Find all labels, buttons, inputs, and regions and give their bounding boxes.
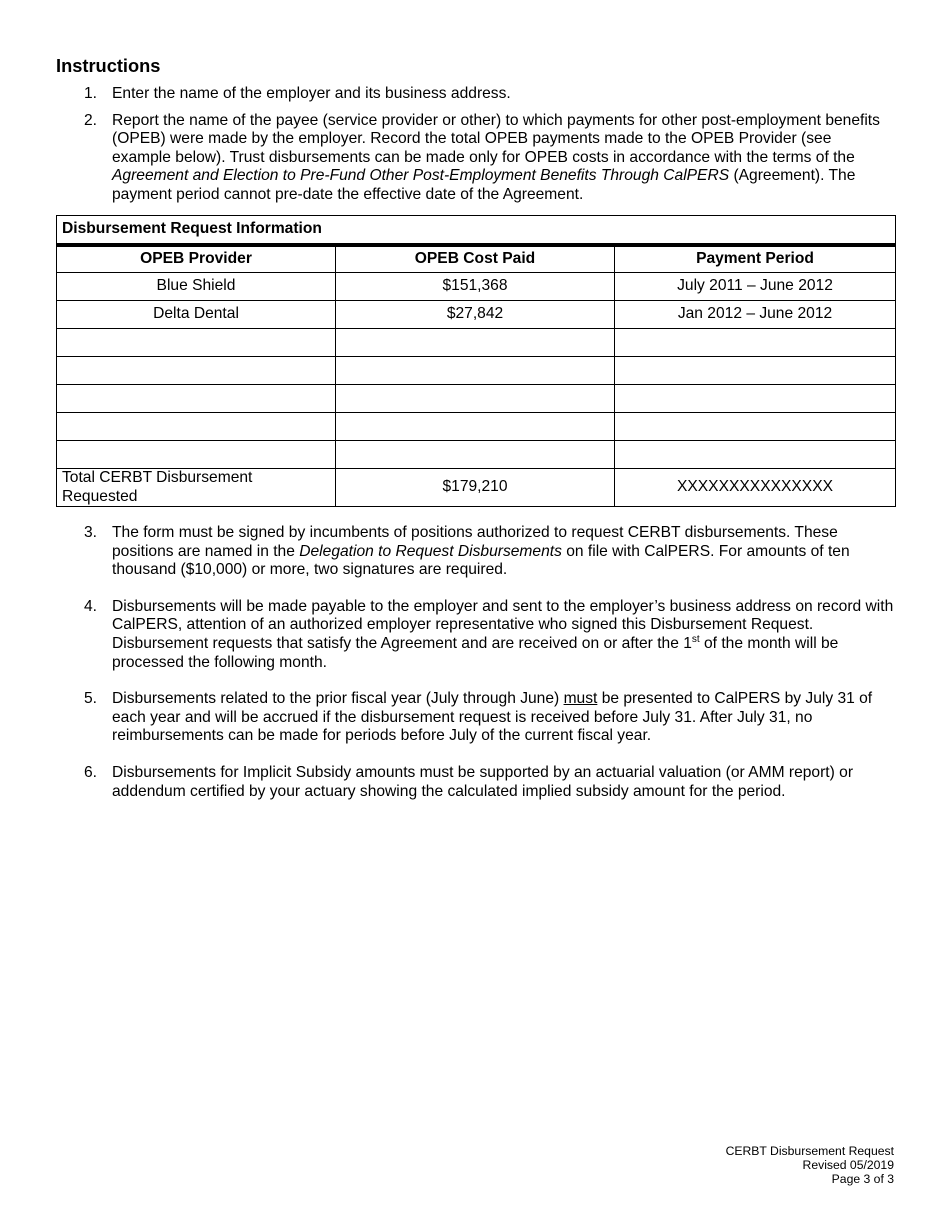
instruction-item-6: [0, 764, 950, 801]
period-cell: [615, 413, 896, 441]
item-text: Disbursements related to the prior fiscal year (July through June): [112, 690, 564, 708]
table-row: [57, 441, 896, 469]
header-opeb-cost-paid: OPEB Cost Paid: [336, 245, 615, 273]
footer-page-number: Page 3 of 3: [831, 1172, 894, 1186]
disbursement-table: [56, 215, 896, 507]
delegation-title: Delegation to Request Disbursements: [299, 542, 562, 560]
table-row: [57, 385, 896, 413]
emphasis-must: must: [563, 690, 598, 708]
table-row: [57, 329, 896, 357]
period-cell: [615, 385, 896, 413]
provider-cell: [57, 357, 336, 385]
item-text-end: be presented to CalPERS by July 31 of each year and will be accrued if the disbursement request is received before July 31. After July 31, no reimbursements can be made for periods before July of the current fiscal year.: [112, 690, 873, 745]
footer-revised: Revised 05/2019: [802, 1158, 894, 1172]
period-cell: Jan 2012 – June 2012: [615, 301, 896, 329]
ordinal-suffix: st: [691, 633, 700, 645]
provider-cell: Blue Shield: [57, 273, 336, 301]
instructions-list-continued: [0, 524, 950, 819]
item-number: 1.: [84, 85, 98, 102]
instruction-item-2: [0, 112, 950, 205]
instructions-heading: Instructions: [56, 55, 161, 76]
header-opeb-provider: OPEB Provider: [57, 245, 336, 273]
item-text-end: (Agreement). The payment period cannot pre-date the effective date of the Agreement.: [112, 167, 856, 203]
page-footer: [726, 1144, 894, 1186]
provider-cell: [57, 385, 336, 413]
item-text: Disbursements will be made payable to the employer and sent to the employer’s business address on record with CalPERS, attention of an authorized employer representative who signed this Disbursement Request. Disbursement requests that satisfy the Agreement and are received on or after the 1: [112, 597, 894, 652]
item-text: The form must be signed by incumbents of positions authorized to request CERBT disbursements. These positions are named in the: [112, 524, 838, 560]
provider-cell: [57, 441, 336, 469]
table-total-row: [57, 469, 896, 507]
cost-cell: [336, 413, 615, 441]
cost-cell: [336, 385, 615, 413]
total-label: Total CERBT Disbursement Requested: [57, 469, 336, 507]
table-row: [57, 357, 896, 385]
cost-cell: [336, 357, 615, 385]
table-title: Disbursement Request Information: [57, 216, 896, 245]
period-cell: [615, 329, 896, 357]
cost-cell: $27,842: [336, 301, 615, 329]
header-payment-period: Payment Period: [615, 245, 896, 273]
footer-form-name: CERBT Disbursement Request: [725, 1144, 894, 1158]
item-text-end: on file with CalPERS. For amounts of ten thousand ($10,000) or more, two signatures are required.: [112, 542, 850, 579]
period-cell: [615, 357, 896, 385]
instruction-item-4: [0, 598, 950, 672]
item-text: Disbursements for Implicit Subsidy amounts must be supported by an actuarial valuation (or AMM report) or addendum certified by your actuary showing the calculated implied subsidy amount for the period.: [112, 763, 854, 800]
instructions-list: [0, 85, 950, 205]
table-row: [57, 301, 896, 329]
cost-cell: [336, 329, 615, 357]
cost-cell: [336, 441, 615, 469]
table-row: [57, 273, 896, 301]
item-text: Enter the name of the employer and its business address.: [112, 85, 511, 102]
item-text-end: of the month will be processed the following month.: [112, 634, 839, 671]
table-row: [57, 413, 896, 441]
table-header-row: [57, 245, 896, 273]
period-cell: July 2011 – June 2012: [615, 273, 896, 301]
provider-cell: [57, 413, 336, 441]
provider-cell: [57, 329, 336, 357]
period-cell: [615, 441, 896, 469]
cost-cell: $151,368: [336, 273, 615, 301]
total-amount: $179,210: [336, 469, 615, 507]
instruction-item-3: [0, 524, 950, 580]
instruction-item-1: [0, 85, 950, 104]
item-number: 3.: [84, 524, 98, 541]
item-number: 6.: [84, 763, 98, 781]
total-period: XXXXXXXXXXXXXXX: [615, 469, 896, 507]
instruction-item-5: [0, 690, 950, 746]
item-text: Report the name of the payee (service provider or other) to which payments for other post-employment benefits (OPEB) were made by the employer. Record the total OPEB payments made to the OPEB Provider (see example below). Trust disbursements can be made only for OPEB costs in accordance with the terms of the: [112, 111, 880, 166]
item-number: 4.: [84, 597, 98, 615]
agreement-title: Agreement and Election to Pre-Fund Other Post-Employment Benefits Through CalPERS: [112, 167, 730, 185]
provider-cell: Delta Dental: [57, 301, 336, 329]
item-number: 2.: [84, 111, 98, 129]
item-number: 5.: [84, 690, 98, 708]
